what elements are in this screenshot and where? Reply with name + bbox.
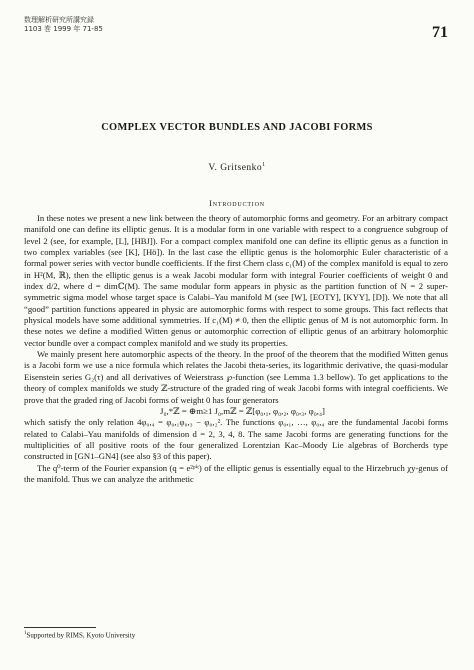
paragraph-2: We mainly present here automorphic aspects of the theory. In the proof of the theorem that the modified Witten genus is a Jacobi form we use a nice formula which relates the Jacobi theta-series, its logarithmic derivative, the quasi-modular Eisenstein series G₂(τ) and all derivatives of Weierstrass ℘-function (see Lemma 1.3 bellow). To get applications to the theory of complex manifolds we study ℤ-structure of the graded ring of weak Jacobi forms with integral coefficients. We prove that the graded ring of Jacobi forms of weight 0 has four generators	[24, 349, 448, 405]
paper-title: COMPLEX VECTOR BUNDLES AND JACOBI FORMS	[101, 122, 373, 133]
page-number: 71	[432, 24, 448, 41]
journal-name: 数理解析研究所講究録	[24, 16, 94, 24]
footnote-text: Supported by RIMS, Kyoto University	[26, 631, 136, 640]
body-text	[24, 213, 448, 485]
author-line	[0, 162, 474, 173]
author-name: V. Gritsenko	[208, 163, 263, 174]
footnote-rule	[24, 627, 96, 628]
footnote-mark: 1	[24, 631, 27, 636]
paragraph-4: The q⁰-term of the Fourier expansion (q = e²ᵖⁱᵗ) of the elliptic genus is essentially equal to the Hirzebruch χy-genus of the manifold. Thus we can analyze the arithmetic	[24, 462, 448, 484]
paragraph-3: which satisfy the only relation 4φ₀,₄ = φ₀,₁φ₀,₃ − φ₀,₂². The functions φ₀,₁, …, φ₀,₄ are the fundamental Jacobi forms related to Calabi–Yau manifolds of dimension d = 2, 3, 4, 8. The same Jacobi forms are generating functions for the multiplicities of all positive roots of the four generalized Lorentzian Kac–Moody Lie algebras of Borcherds type constructed in [GN1–GN4] (see also §3 of this paper).	[24, 417, 448, 462]
author-footnote-mark: 1	[262, 162, 266, 168]
footnote	[24, 631, 135, 639]
section-heading: Introduction	[209, 198, 265, 208]
paragraph-1: In these notes we present a new link between the theory of automorphic forms and geometry. For an arbitrary compact manifold one can define its elliptic genus. It is a modular form in one variable with respect to a congruence subgroup of level 2 (see, for example, [L], [HBJ]). For a compact complex manifold one can define its elliptic genus as a function in two complex variables (see [K], [Hö]). In the last case the elliptic genus is the holomorphic Euler characteristic of a formal power series with vector bundle coefficients. If the first Chern class c₁(M) of the complex manifold is equal to zero in H²(M, ℝ), then the elliptic genus is a weak Jacobi modular form with integral Fourier coefficients of weight 0 and index d/2, where d = dimℂ(M). The same modular form appears in physic as the partition function of N = 2 super-symmetric sigma model whose target space is Calabi–Yau manifold M (see [W], [EOTY], [KYY], [D]). We note that all “good” partition functions appeared in physic are automorphic forms with respect to some groups. This fact reflects that physical models have some additional symmetries. If c₁(M) ≠ 0, then the elliptic genus of M is not automorphic form. In these notes we define a modified Witten genus or automorphic correction of elliptic genus of an arbitrary holomorphic vector bundle over a compact complex manifold and we study its properties.	[24, 213, 448, 348]
display-equation: J₀,*ℤ = ⊕m≥1 J₀,mℤ = ℤ[φ₀,₁, φ₀,₂, φ₀,₃, φ₀,₄]	[160, 405, 325, 416]
journal-header	[24, 16, 103, 34]
journal-issue: 1103 巻 1999 年 71-85	[24, 25, 103, 33]
